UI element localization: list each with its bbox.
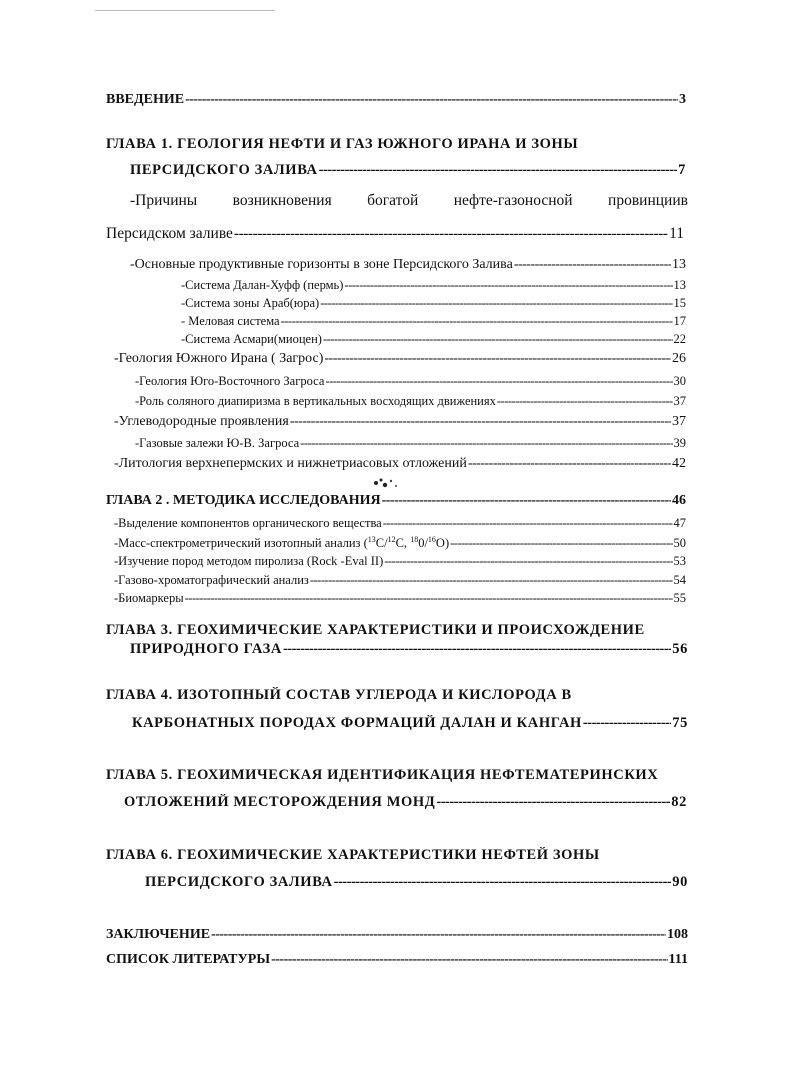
ch1-s2-item-page: 13 [673, 278, 686, 292]
ch2-item-page: 50 [673, 536, 686, 551]
ch1-page: 7 [678, 162, 686, 178]
dot-leader [300, 436, 672, 450]
ch1-s2 [130, 257, 686, 273]
ch2-item-label: -Изучение пород методом пиролиза (Rock -Eval II) [114, 554, 384, 568]
ch1-s3 [114, 351, 686, 367]
dot-leader [234, 225, 668, 243]
conclusion-page: 108 [667, 927, 688, 942]
ch1-s2-item [181, 314, 686, 328]
ch1-title-line1: ГЛАВА 1. ГЕОЛОГИЯ НЕФТИ И ГАЗ ЮЖНОГО ИРАНА И ЗОНЫ [106, 136, 579, 152]
intro-page: 3 [679, 92, 686, 107]
ch1-s1-line2-text: Персидском заливе [106, 225, 233, 242]
ch1-s3-item [135, 374, 686, 388]
ch5-title-line1: ГЛАВА 5. ГЕОХИМИЧЕСКАЯ ИДЕНТИФИКАЦИЯ НЕФТЕМАТЕРИНСКИХ [106, 767, 659, 783]
isotope-text: C/ [375, 536, 388, 551]
dot-leader [514, 257, 671, 273]
isotope-sup: 12 [387, 535, 396, 544]
ch6-title-line2-text: ПЕРСИДСКОГО ЗАЛИВА [145, 874, 333, 890]
dot-leader [320, 296, 672, 310]
dot-leader [319, 162, 678, 179]
ch1-s5 [114, 456, 686, 472]
dot-leader [468, 456, 671, 472]
ch3-title-line2-text: ПРИРОДНОГО ГАЗА [130, 641, 282, 657]
ch3-page: 56 [672, 641, 688, 657]
ch1-s2-item-label: -Система Далан-Хуфф (пермь) [181, 278, 344, 292]
dot-leader [344, 278, 672, 292]
isotope-sup: 13 [367, 535, 376, 544]
toc-intro [106, 92, 686, 108]
ch1-s3-item-label: -Роль соляного диапиризма в вертикальных восходящих движениях [135, 394, 496, 408]
ch6-page: 90 [672, 874, 688, 890]
dot-leader [497, 394, 673, 408]
dot-leader [185, 92, 678, 108]
ch1-s1-line2 [106, 225, 684, 243]
ch1-s2-item-label: -Система зоны Араб(юра) [181, 296, 320, 310]
ch2-title [106, 493, 686, 509]
ch2-item [114, 516, 686, 530]
dot-leader [281, 314, 673, 328]
ch1-s3-item [135, 394, 686, 408]
ch1-s2-item-page: 15 [673, 296, 686, 310]
intro-label: ВВЕДЕНИЕ [106, 92, 185, 107]
toc-conclusion [106, 927, 688, 943]
ch2-item-label-text: -Масс-спектрометрический изотопный анализ ( [114, 536, 368, 551]
ch4-title-line2 [132, 715, 688, 732]
isotope-sup: 18 [410, 535, 419, 544]
ch1-s3-item-page: 37 [673, 394, 686, 408]
ch3-title-line1: ГЛАВА 3. ГЕОХИМИЧЕСКИЕ ХАРАКТЕРИСТИКИ И ПРОИСХОЖДЕНИЕ [106, 622, 645, 638]
dot-leader [324, 351, 671, 367]
dot-leader [436, 794, 670, 811]
ch1-s1-page: 11 [669, 225, 684, 242]
ch1-s2-item-page: 22 [673, 332, 686, 346]
ch1-s1-word: провинциив [608, 192, 688, 209]
dot-leader [283, 641, 671, 658]
ch1-s2-label: -Основные продуктивные горизонты в зоне Персидского Залива [130, 257, 513, 272]
ch2-item-page: 47 [673, 516, 686, 530]
dot-leader [384, 554, 672, 568]
ch1-s2-item [181, 332, 686, 346]
ch1-s1-line1 [130, 192, 688, 210]
ch1-s2-item [181, 278, 686, 292]
ch1-s4-page: 37 [672, 414, 686, 429]
ch1-s4-item-page: 39 [673, 436, 686, 450]
ch1-s1-word: богатой [367, 192, 419, 209]
ch1-title-line2-text: ПЕРСИДСКОГО ЗАЛИВА [130, 162, 318, 178]
ch2-item-label: -Газово-хроматографический анализ [114, 573, 309, 587]
ch2-item-page: 53 [673, 554, 686, 568]
ch1-s1-word: возникновения [232, 192, 332, 209]
ch4-title-line1: ГЛАВА 4. ИЗОТОПНЫЙ СОСТАВ УГЛЕРОДА И КИСЛОРОДА В [106, 687, 572, 703]
dot-leader [310, 573, 673, 587]
ch4-title-line2-text: КАРБОНАТНЫХ ПОРОДАХ ФОРМАЦИЙ ДАЛАН И КАНГАН [132, 715, 582, 731]
ch2-item-page: 55 [673, 591, 686, 605]
ch1-title-line2 [130, 162, 686, 179]
references-label: СПИСОК ЛИТЕРАТУРЫ [106, 952, 271, 967]
isotope-text: C, [395, 536, 411, 551]
ch5-title-line2 [124, 794, 687, 811]
ch5-page: 82 [671, 794, 687, 810]
dot-leader [185, 591, 673, 605]
ch1-s3-item-label: -Геология Юго-Восточного Загроса [135, 374, 325, 388]
ch1-s3-page: 26 [672, 351, 686, 366]
ch1-s4-item [135, 436, 686, 450]
ch2-item-label: -Биомаркеры [114, 591, 184, 605]
dot-leader [323, 332, 673, 346]
dot-leader [211, 927, 666, 943]
ch2-item-label [114, 535, 449, 551]
toc-references [106, 952, 688, 968]
dot-leader [383, 516, 673, 530]
ch1-s4-label: -Углеводородные проявления [114, 414, 289, 429]
conclusion-label: ЗАКЛЮЧЕНИЕ [106, 927, 211, 942]
ch1-s4-item-label: -Газовые залежи Ю-В. Загроса [135, 436, 300, 450]
ch1-s2-page: 13 [672, 257, 686, 272]
ch2-item [114, 554, 686, 568]
ch1-s2-item [181, 296, 686, 310]
ch1-s2-item-label: - Меловая система [181, 314, 280, 328]
dot-leader [583, 715, 671, 732]
ch4-page: 75 [672, 715, 688, 731]
isotope-text: O) [435, 536, 450, 551]
ch1-s1-word: -Причины [130, 192, 198, 209]
dot-leader [382, 493, 671, 509]
references-page: 111 [668, 952, 688, 967]
ch6-title-line1: ГЛАВА 6. ГЕОХИМИЧЕСКИЕ ХАРАКТЕРИСТИКИ НЕФТЕЙ ЗОНЫ [106, 847, 600, 863]
ch1-s3-label: -Геология Южного Ирана ( Загрос) [114, 351, 324, 366]
ch2-item [114, 573, 686, 587]
ch6-title-line2 [145, 874, 688, 891]
ch2-item [114, 591, 686, 605]
scan-noise-line [95, 10, 275, 11]
ch2-item-page: 54 [673, 573, 686, 587]
ch5-title-line2-text: ОТЛОЖЕНИЙ МЕСТОРОЖДЕНИЯ МОНД [124, 794, 436, 810]
ch2-item [114, 535, 686, 551]
ch1-s5-label: -Литология верхнепермских и нижнетриасовых отложений [114, 456, 467, 471]
isotope-text: 0/ [418, 536, 428, 551]
ch2-page: 46 [672, 493, 686, 508]
ch1-s1-word: нефте-газоносной [453, 192, 573, 209]
dot-leader [290, 414, 671, 430]
ch1-s3-item-page: 30 [673, 374, 686, 388]
dot-leader [450, 536, 672, 550]
dot-leader [271, 952, 667, 968]
isotope-sup: 16 [427, 535, 436, 544]
ch1-s2-item-label: -Система Асмари(миоцен) [181, 332, 322, 346]
dot-leader [325, 374, 672, 388]
ch1-s2-item-page: 17 [673, 314, 686, 328]
dot-leader [334, 874, 672, 891]
ch3-title-line2 [130, 641, 688, 658]
ch1-s5-page: 42 [672, 456, 686, 471]
ch2-item-label: -Выделение компонентов органического вещества [114, 516, 382, 530]
ch2-title-text: ГЛАВА 2 . МЕТОДИКА ИССЛЕДОВАНИЯ [106, 493, 381, 508]
ch1-s4 [114, 414, 686, 430]
scan-smudge [370, 474, 400, 490]
